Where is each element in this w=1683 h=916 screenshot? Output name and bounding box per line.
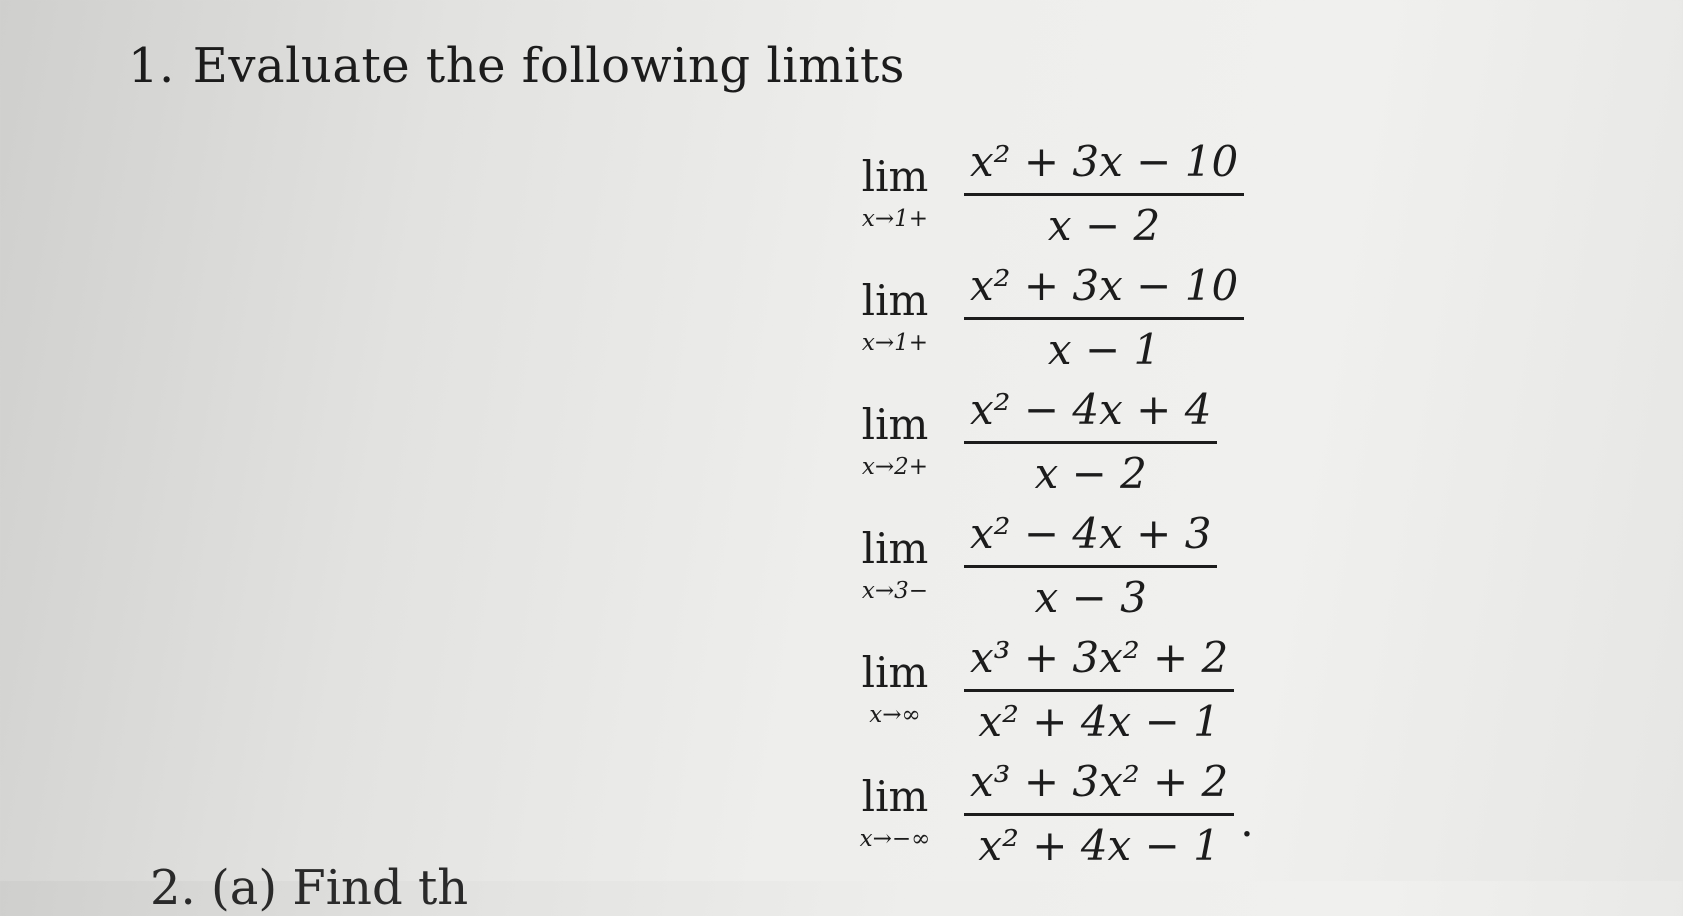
fraction <box>964 634 1234 746</box>
limit-expression <box>840 504 1254 628</box>
denominator: x − 1 <box>1047 324 1161 374</box>
fraction <box>964 138 1244 250</box>
limit-expression <box>840 132 1254 256</box>
lim-word: lim <box>861 152 929 201</box>
problem-instruction: Evaluate the following limits <box>192 38 905 94</box>
lim-operator <box>840 276 950 356</box>
fraction <box>964 386 1217 498</box>
problem-number: 1. <box>128 38 175 94</box>
fraction <box>964 510 1217 622</box>
numerator: x² − 4x + 3 <box>964 510 1217 567</box>
numerator: x² + 3x − 10 <box>964 262 1244 319</box>
lim-operator <box>840 152 950 232</box>
lim-approach: x→3− <box>861 578 929 604</box>
fraction <box>964 262 1244 374</box>
numerator: x² + 3x − 10 <box>964 138 1244 195</box>
lim-word: lim <box>861 648 929 697</box>
denominator: x − 2 <box>1034 448 1147 498</box>
limits-list <box>840 132 1254 876</box>
fraction <box>964 758 1234 870</box>
lim-operator <box>840 524 950 604</box>
lim-word: lim <box>861 772 929 821</box>
lim-approach: x→2+ <box>861 454 929 480</box>
next-problem-partial: 2. (a) Find th <box>150 860 469 916</box>
lim-approach: x→−∞ <box>859 826 931 852</box>
lim-operator <box>840 772 950 852</box>
lim-word: lim <box>861 524 929 573</box>
limit-expression <box>840 628 1254 752</box>
lim-approach: x→∞ <box>869 702 921 728</box>
numerator: x³ + 3x² + 2 <box>964 634 1234 691</box>
lim-approach: x→1+ <box>861 330 929 356</box>
numerator: x² − 4x + 4 <box>964 386 1217 443</box>
problem-header <box>128 38 905 94</box>
lim-word: lim <box>861 276 929 325</box>
lim-approach: x→1+ <box>861 206 929 232</box>
limit-expression <box>840 752 1254 876</box>
lim-word: lim <box>861 400 929 449</box>
lim-operator <box>840 648 950 728</box>
limit-expression <box>840 256 1254 380</box>
limit-expression <box>840 380 1254 504</box>
denominator: x² + 4x − 1 <box>978 696 1220 746</box>
denominator: x² + 4x − 1 <box>978 820 1220 870</box>
lim-operator <box>840 400 950 480</box>
terminal-period: . <box>1240 797 1254 846</box>
denominator: x − 3 <box>1034 572 1147 622</box>
numerator: x³ + 3x² + 2 <box>964 758 1234 815</box>
denominator: x − 2 <box>1047 200 1161 250</box>
